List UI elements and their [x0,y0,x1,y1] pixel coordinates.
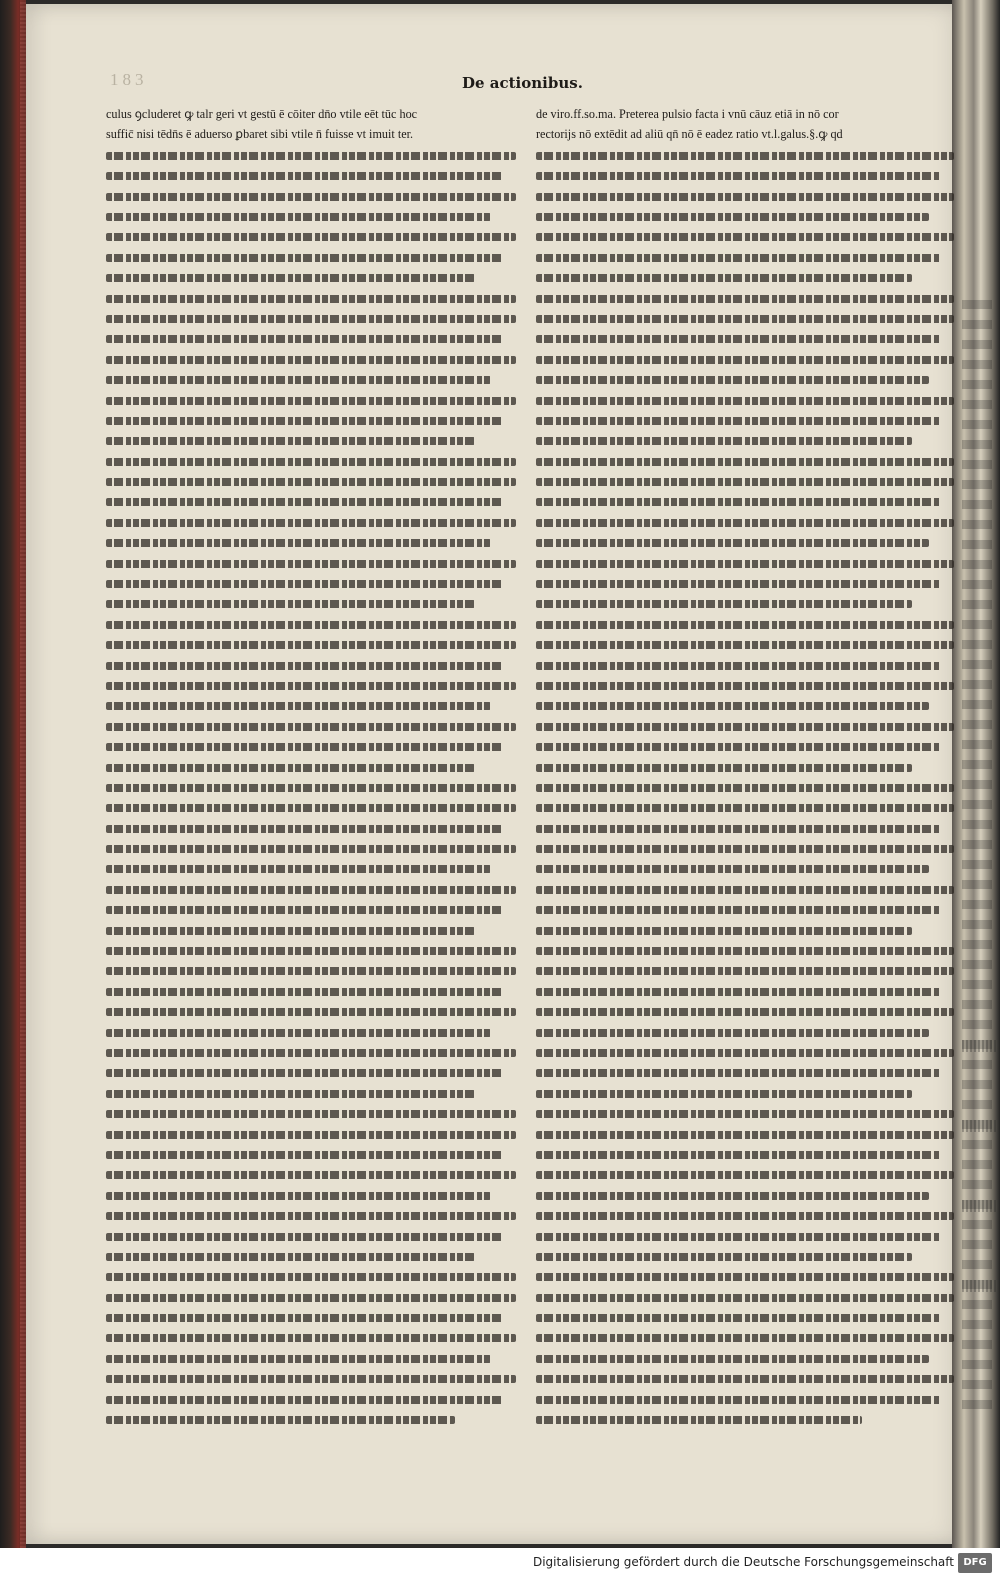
text-line-placeholder [536,206,954,226]
text-line-placeholder [106,1103,516,1123]
text-line-placeholder [106,695,516,715]
text-line-placeholder [106,1246,516,1266]
text-line-placeholder [106,1164,516,1184]
text-line-placeholder [106,614,516,634]
text-line-placeholder [106,1226,516,1246]
text-line-placeholder [536,960,954,980]
text-line-placeholder [536,797,954,817]
text-line-placeholder [106,267,516,287]
text-line-placeholder [106,716,516,736]
text-line-placeholder [536,1327,954,1347]
text-line-placeholder [536,675,954,695]
text-line-placeholder [106,858,516,878]
text-line-placeholder [106,206,516,226]
text-line-placeholder [106,634,516,654]
text-line: culus ꝯcluderet ꝙ talr geri vt gestū ē cōiter dn̄o vtile eēt tūc hoc [106,107,418,121]
text-line-placeholder [536,695,954,715]
text-line-placeholder [106,471,516,491]
text-line-placeholder [106,757,516,777]
footer-bar [0,1548,1000,1578]
text-line-placeholder [106,573,516,593]
text-line-placeholder [536,1164,954,1184]
text-line-placeholder [536,1226,954,1246]
text-line-placeholder [536,899,954,919]
text-line-placeholder [106,940,516,960]
text-line-placeholder [536,471,954,491]
facing-page-text-strip [962,300,992,1420]
text-line-placeholder [536,593,954,613]
text-line-placeholder [536,1246,954,1266]
text-line-placeholder [536,1185,954,1205]
text-line: suffic̄ nisi tēdn̄s ē aduerso ꝑbaret sibi vtile n̄ fuisse vt imuit ter. [106,127,414,142]
text-line-placeholder [106,186,516,206]
text-line-placeholder [106,1307,516,1327]
running-head: De actionibus. [462,74,583,92]
text-line-placeholder [106,1389,516,1409]
text-line-placeholder [536,1144,954,1164]
text-line-placeholder [536,512,954,532]
text-line-placeholder [536,655,954,675]
text-lines-illegible [536,145,954,1430]
text-line-placeholder [536,226,954,246]
text-line-placeholder [106,328,516,348]
text-line-placeholder [106,512,516,532]
faded-folio-number: 183 [110,70,148,89]
text-line-placeholder [106,879,516,899]
text-line-placeholder [536,920,954,940]
text-line-placeholder [106,226,516,246]
text-line-placeholder [106,410,516,430]
text-line-placeholder [106,1062,516,1082]
text-line-placeholder [106,1022,516,1042]
funding-notice: Digitalisierung gefördert durch die Deutsche Forschungsgemeinschaft [532,1555,954,1569]
text-line-placeholder [536,1389,954,1409]
text-line-placeholder [106,308,516,328]
text-line-placeholder [536,451,954,471]
text-line-placeholder [536,1022,954,1042]
text-line-placeholder [536,430,954,450]
text-line-placeholder [106,349,516,369]
text-line-placeholder [536,1409,954,1429]
text-line-placeholder [536,145,954,165]
text-line-placeholder [106,899,516,919]
text-line-placeholder [536,777,954,797]
text-line-placeholder [106,960,516,980]
text-line-placeholder [106,1001,516,1021]
text-line-placeholder [536,1287,954,1307]
text-line-placeholder [536,1307,954,1327]
text-line-placeholder [536,1348,954,1368]
text-line-placeholder [106,655,516,675]
text-line-placeholder [106,491,516,511]
text-line-placeholder [536,349,954,369]
text-line-placeholder [536,614,954,634]
text-line-placeholder [536,716,954,736]
text-line-placeholder [106,593,516,613]
text-line-placeholder [536,491,954,511]
text-line-placeholder [536,390,954,410]
book-binding-edge [0,0,26,1548]
text-line-placeholder [536,879,954,899]
text-line-placeholder [536,1205,954,1225]
text-line: de viro.ff.so.ma. Preterea pulsio facta i vnū cāuz etiā in nō cor [536,107,839,121]
text-line-placeholder [536,573,954,593]
text-line-placeholder [106,797,516,817]
text-line-placeholder [106,145,516,165]
text-line-placeholder [536,186,954,206]
text-line-placeholder [536,1368,954,1388]
text-line-placeholder [106,675,516,695]
text-line-placeholder [106,451,516,471]
text-line-placeholder [106,1368,516,1388]
text-line-placeholder [106,1124,516,1144]
text-line-placeholder [106,165,516,185]
text-line-placeholder [536,736,954,756]
text-line-placeholder [106,1409,516,1429]
text-column-right [536,104,954,1454]
text-line-placeholder [536,165,954,185]
text-line-placeholder [536,532,954,552]
text-line-placeholder [536,981,954,1001]
text-line-placeholder [536,410,954,430]
text-line-placeholder [536,838,954,858]
text-line-placeholder [536,858,954,878]
text-line-placeholder [536,308,954,328]
text-line-placeholder [106,430,516,450]
text-line-placeholder [106,1348,516,1368]
text-column-left [106,104,516,1454]
text-line-placeholder [106,247,516,267]
text-line-placeholder [536,1266,954,1286]
text-line: rectorijs nō extēdit ad aliū qn̄ nō ē eadez ratio vt.l.galus.§.ꝙ qd [536,127,843,142]
text-line-placeholder [106,1083,516,1103]
text-line-placeholder [106,920,516,940]
text-line-placeholder [536,247,954,267]
text-line-placeholder [536,818,954,838]
text-line-placeholder [536,634,954,654]
text-line-placeholder [106,369,516,389]
text-line-placeholder [536,267,954,287]
text-line-placeholder [106,777,516,797]
text-line-placeholder [106,532,516,552]
text-line-placeholder [536,1103,954,1123]
text-line-placeholder [536,369,954,389]
text-line-placeholder [106,1185,516,1205]
text-line-placeholder [106,818,516,838]
text-line-placeholder [536,1124,954,1144]
text-line-placeholder [536,1083,954,1103]
text-line-placeholder [106,1287,516,1307]
text-lines-illegible [106,145,516,1430]
text-line-placeholder [536,757,954,777]
text-line-placeholder [106,1205,516,1225]
text-line-placeholder [106,288,516,308]
text-line-placeholder [536,1042,954,1062]
text-line-placeholder [106,390,516,410]
text-line-placeholder [106,1144,516,1164]
text-line-placeholder [536,940,954,960]
text-line-placeholder [536,328,954,348]
text-line-placeholder [536,288,954,308]
text-line-placeholder [106,1327,516,1347]
text-line-placeholder [536,1062,954,1082]
text-line-placeholder [106,1042,516,1062]
text-line-placeholder [106,981,516,1001]
text-line-placeholder [106,736,516,756]
dfg-logo: DFG [958,1553,992,1573]
text-line-placeholder [106,553,516,573]
text-line-placeholder [106,1266,516,1286]
text-line-placeholder [536,1001,954,1021]
text-line-placeholder [106,838,516,858]
text-line-placeholder [536,553,954,573]
